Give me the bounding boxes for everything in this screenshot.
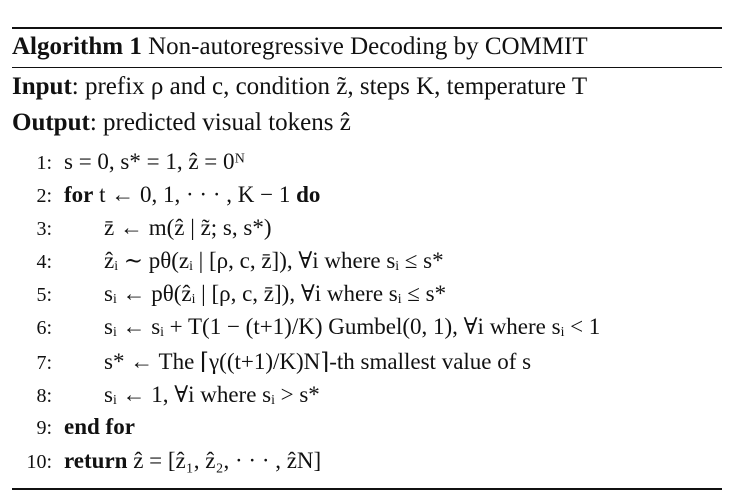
- end-for-keyword: end for: [64, 414, 135, 439]
- header-rule: [12, 67, 722, 68]
- line-text: z̄ ← m(ẑ | z̃; s, s*): [104, 215, 272, 240]
- line-number: 6:: [36, 317, 52, 339]
- line-number: 5:: [36, 284, 52, 306]
- line-text: s = 0, s* = 1, ẑ = 0ᴺ: [64, 149, 246, 174]
- bottom-rule: [12, 488, 722, 490]
- line-text: ẑᵢ ∼ pθ(zᵢ | [ρ, c, z̄]), ∀i where sᵢ ≤ s*: [104, 248, 444, 273]
- algorithm-line-2: [12, 180, 320, 211]
- line-number: 7:: [36, 352, 52, 374]
- line-text: sᵢ ← pθ(ẑᵢ | [ρ, c, z̄]), ∀i where sᵢ ≤ s*: [104, 281, 447, 306]
- line-number: 4:: [36, 251, 52, 273]
- for-keyword: for: [64, 182, 94, 207]
- line-number: 3:: [36, 218, 52, 240]
- line-text: sᵢ ← sᵢ + T(1 − (t+1)/K) Gumbel(0, 1), ∀i where sᵢ < 1: [104, 314, 601, 339]
- top-rule: [12, 27, 722, 29]
- algorithm-line-10: [12, 446, 321, 477]
- algorithm-line-3: [12, 213, 271, 244]
- do-keyword: do: [296, 182, 321, 207]
- line-number: 10:: [26, 451, 52, 473]
- line-number: 1:: [36, 152, 52, 174]
- algorithm-line-9: [12, 412, 135, 443]
- algorithm-label: Algorithm 1: [12, 33, 142, 60]
- output-line: [12, 107, 351, 139]
- input-text: : prefix ρ and c, condition z̃, steps K, temperature T: [71, 73, 588, 100]
- algorithm-line-5: [12, 279, 446, 310]
- algorithm-line-8: [12, 380, 320, 411]
- algorithm-line-1: [12, 147, 245, 178]
- output-text: : predicted visual tokens ẑ: [89, 109, 351, 136]
- algorithm-line-7: [12, 347, 531, 378]
- line-text: sᵢ ← 1, ∀i where sᵢ > s*: [104, 382, 320, 407]
- input-label: Input: [12, 73, 72, 100]
- line-number: 2:: [36, 185, 52, 207]
- algorithm-title: [12, 31, 588, 63]
- algorithm-name: Non-autoregressive Decoding by COMMIT: [148, 33, 588, 60]
- input-line: [12, 71, 587, 103]
- algorithm-line-6: [12, 312, 600, 343]
- output-label: Output: [12, 109, 90, 136]
- line-number: 8:: [36, 385, 52, 407]
- algorithm-line-4: [12, 246, 444, 277]
- line-text: ẑ = [ẑ₁, ẑ₂, · · · , ẑN]: [133, 448, 322, 473]
- line-number: 9:: [36, 417, 52, 439]
- line-text: t ← 0, 1, · · · , K − 1: [99, 182, 291, 207]
- return-keyword: return: [64, 448, 128, 473]
- line-text: s* ← The ⌈γ((t+1)/K)N⌉-th smallest value of s: [104, 349, 532, 374]
